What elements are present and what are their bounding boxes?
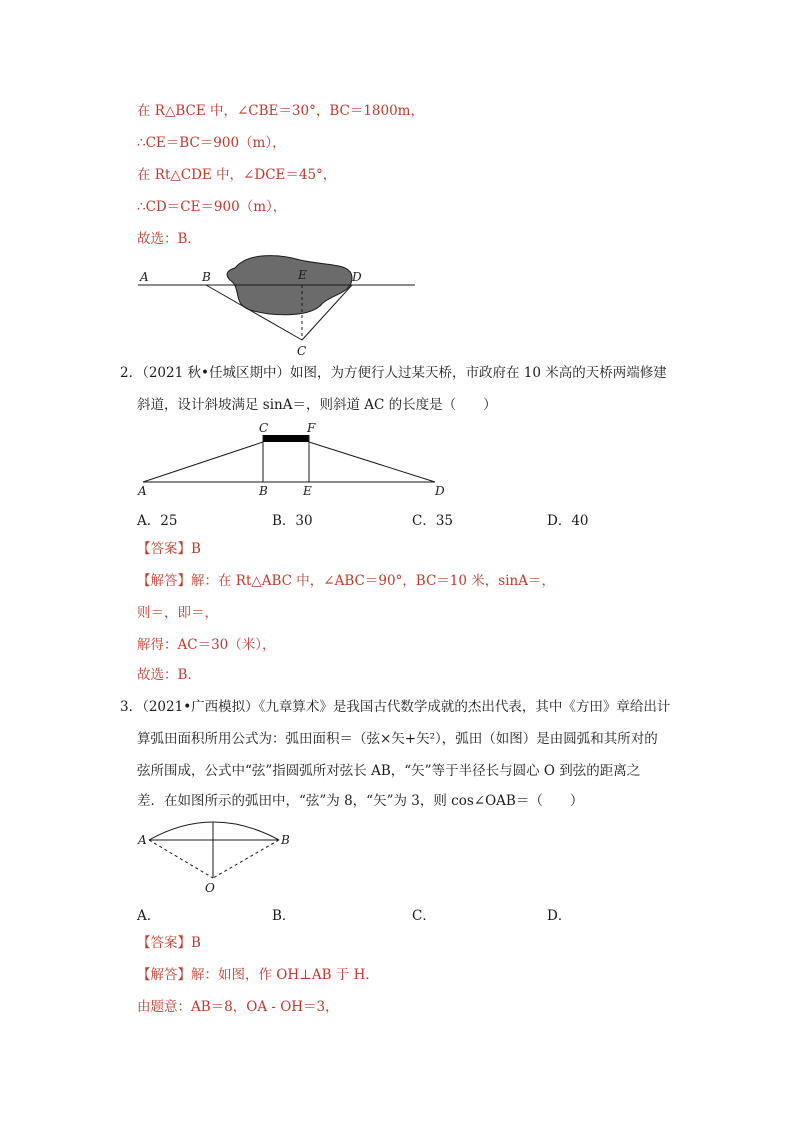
q2-option-b[interactable]: B．30 — [272, 513, 313, 529]
q2-option-a[interactable]: A．25 — [137, 513, 178, 529]
arc — [149, 822, 279, 840]
q2-option-d[interactable]: D．40 — [547, 513, 589, 529]
solution1-line4: ∴CD＝CE＝900（m）， — [137, 199, 287, 215]
q3-option-d[interactable]: D． — [547, 908, 572, 924]
q2-solution-line2: 则＝，即＝， — [137, 605, 218, 621]
figure2-bridge-diagram — [135, 420, 455, 500]
q2-option-c[interactable]: C．35 — [412, 513, 454, 529]
q2-solution-line3: 解得：AC＝30（米）， — [137, 637, 276, 653]
figure1-lake-diagram — [130, 248, 430, 360]
solution1-line2: ∴CE＝BC＝900（m）， — [137, 135, 286, 151]
q3-option-b[interactable]: B． — [272, 908, 296, 924]
fig2-label-D: D — [435, 484, 445, 498]
solution1-line5: 故选：B． — [137, 231, 201, 247]
solution1-line1: 在 R△BCE 中，∠CBE＝30°，BC＝1800m， — [137, 103, 424, 119]
q3-option-a[interactable]: A． — [137, 908, 161, 924]
q3-answer-tag: 【答案】B — [137, 935, 201, 951]
q3-solution-line2: 由题意：AB＝8，OA - OH＝3， — [137, 999, 339, 1015]
q3-solution-line1: 【解答】解：如图，作 OH⊥AB 于 H． — [137, 967, 379, 983]
q2-stem-line2: 斜道，设计斜坡满足 sinA＝，则斜道 AC 的长度是（ ） — [137, 397, 497, 413]
q2-answer-tag: 【答案】B — [137, 541, 201, 557]
fig2-label-E: E — [303, 484, 312, 498]
q3-stem-line4: 差．在如图所示的弧田中，“弦”为 8，“矢”为 3，则 cos∠OAB＝（ ） — [137, 793, 584, 809]
fig1-label-C: C — [297, 344, 307, 358]
q3-option-c[interactable]: C． — [412, 908, 436, 924]
bridge-deck — [263, 435, 309, 442]
solution1-line3: 在 Rt△CDE 中，∠DCE＝45°， — [137, 167, 337, 183]
fig2-label-A: A — [138, 484, 147, 498]
q3-stem-line2: 算弧田面积所用公式为：弧田面积＝（弦×矢+矢²），弧田（如图）是由圆弧和其所对的 — [137, 731, 658, 747]
q2-solution-line4: 故选：B． — [137, 667, 201, 683]
fig3-label-O: O — [205, 881, 215, 895]
fig2-label-F: F — [307, 421, 316, 435]
fig3-label-A: A — [138, 833, 147, 847]
fig1-label-E: E — [298, 268, 307, 282]
fig2-label-B: B — [259, 484, 268, 498]
figure3-arc-field-diagram — [135, 812, 300, 897]
fig3-label-B: B — [281, 833, 290, 847]
q3-stem-line3: 弦所围成，公式中“弦”指圆弧所对弦长 AB，“矢”等于半径长与圆心 O 到弦的距离之 — [137, 763, 641, 779]
q3-stem-line1: 3．（2021•广西模拟）《九章算术》是我国古代数学成就的杰出代表，其中《方田》章给出计 — [120, 699, 671, 715]
fig2-label-C: C — [259, 421, 269, 435]
q2-stem-line1: 2．（2021 秋•任城区期中）如图，为方便行人过某天桥，市政府在 10 米高的天桥两端修建 — [120, 365, 667, 381]
fig1-label-D: D — [352, 270, 362, 284]
fig1-label-B: B — [202, 270, 211, 284]
q2-solution-line1: 【解答】解：在 Rt△ABC 中，∠ABC＝90°，BC＝10 米，sinA＝， — [137, 573, 555, 589]
fig1-label-A: A — [140, 270, 149, 284]
